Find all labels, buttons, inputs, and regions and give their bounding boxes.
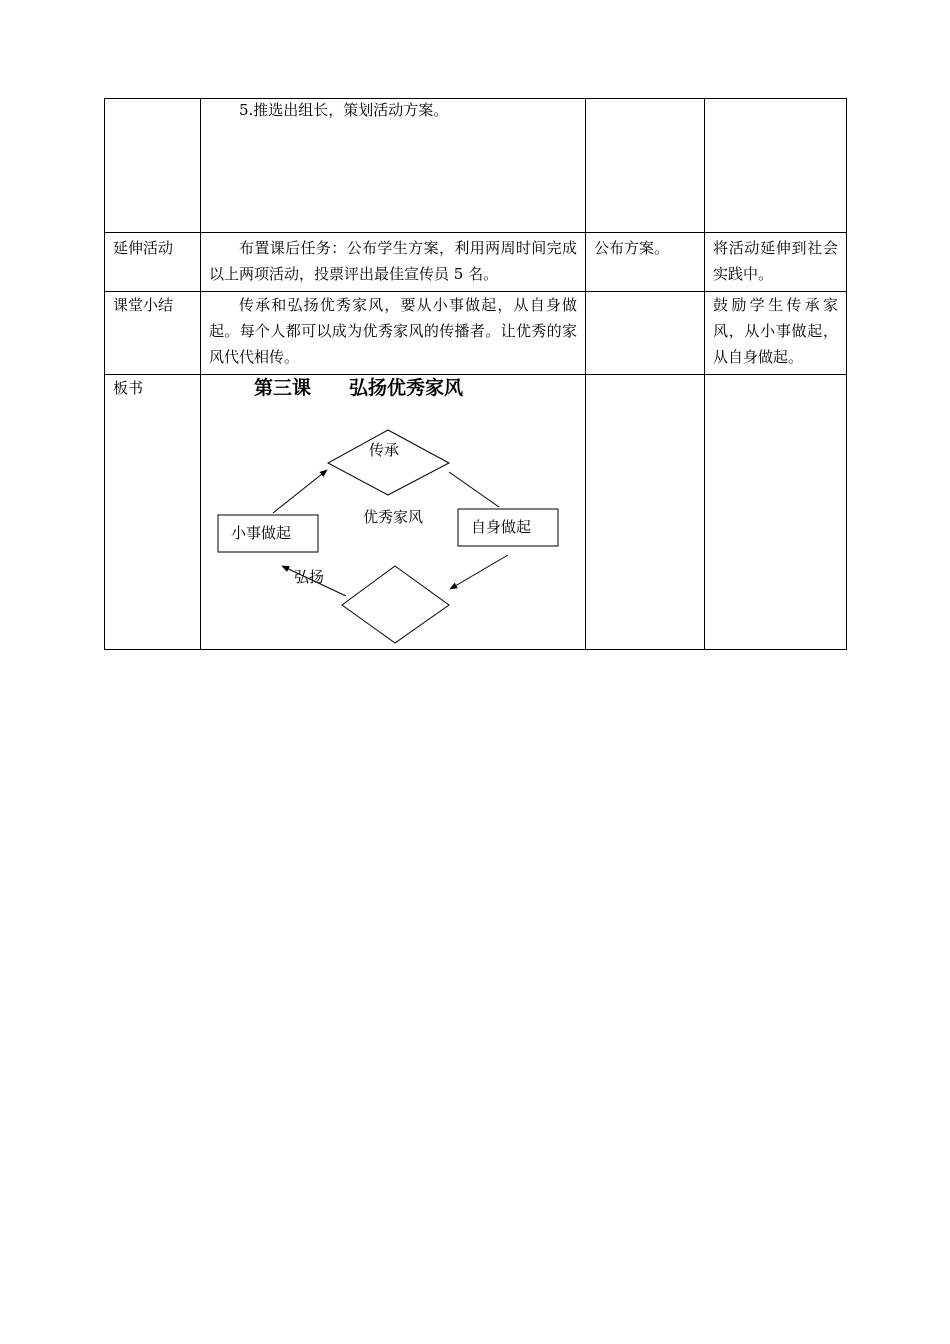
right-box-label: 自身做起 xyxy=(471,518,532,536)
row-content: 传承和弘扬优秀家风，要从小事做起，从自身做起。每个人都可以成为优秀家风的传播者。让优秀的家风代代相传。 xyxy=(201,292,586,375)
table-row xyxy=(105,99,847,233)
table-row xyxy=(105,375,847,650)
design-purpose: 鼓励学生传承家风，从小事做起，从自身做起。 xyxy=(705,292,847,375)
step-text: 5.推选出组长，策划活动方案。 xyxy=(239,101,449,119)
table-row xyxy=(105,292,847,375)
row-content xyxy=(201,99,586,233)
arrow-right-to-bottom xyxy=(450,555,508,589)
row-label xyxy=(105,99,201,233)
left-box-label: 小事做起 xyxy=(231,524,292,542)
top-diamond xyxy=(328,430,449,495)
design-purpose xyxy=(705,99,847,233)
board-title: 第三课 弘扬优秀家风 xyxy=(254,377,464,399)
teacher-activity: 公布方案。 xyxy=(586,233,705,292)
design-purpose xyxy=(705,375,847,650)
top-diamond-label: 传承 xyxy=(369,441,400,459)
blackboard-cell xyxy=(201,375,586,650)
design-purpose: 将活动延伸到社会实践中。 xyxy=(705,233,847,292)
teacher-activity xyxy=(586,375,705,650)
teacher-activity xyxy=(586,292,705,375)
center-label: 优秀家风 xyxy=(363,508,424,526)
line-top-to-right xyxy=(449,472,499,507)
blackboard-diagram xyxy=(201,375,585,649)
row-label: 课堂小结 xyxy=(105,292,201,375)
teacher-activity xyxy=(586,99,705,233)
bottom-label: 弘扬 xyxy=(294,568,325,586)
row-label: 板书 xyxy=(105,375,201,650)
table-row xyxy=(105,233,847,292)
arrow-left-to-top xyxy=(273,470,327,513)
row-label: 延伸活动 xyxy=(105,233,201,292)
bottom-diamond xyxy=(342,566,449,643)
lesson-plan-table xyxy=(104,98,847,650)
row-content: 布置课后任务：公布学生方案，利用两周时间完成以上两项活动，投票评出最佳宣传员 5 名。 xyxy=(201,233,586,292)
